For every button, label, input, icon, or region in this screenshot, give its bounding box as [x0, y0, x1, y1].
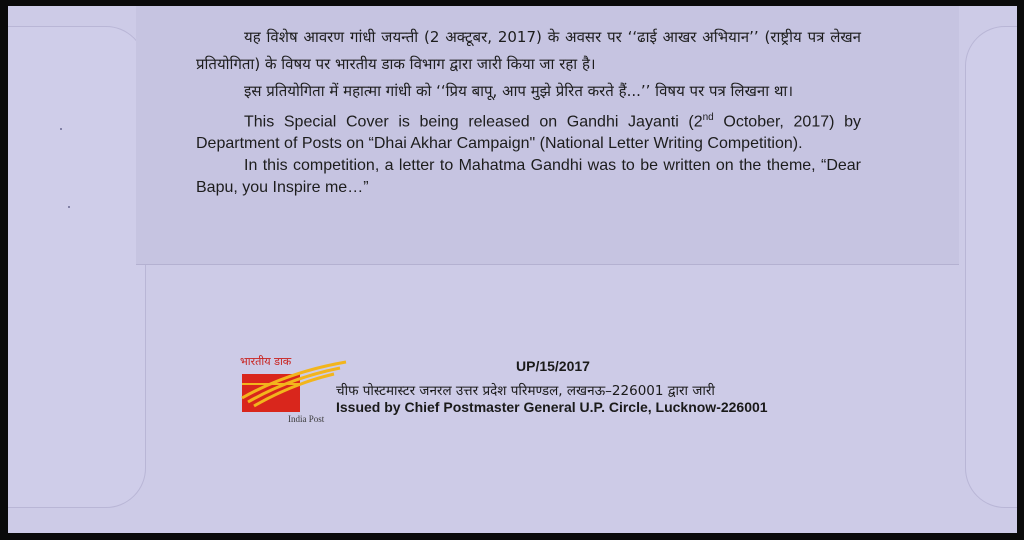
- issuer-english: Issued by Chief Postmaster General U.P. Circle, Lucknow-226001: [336, 399, 768, 415]
- india-post-hindi-wordmark: भारतीय डाक: [240, 355, 292, 368]
- paper-speck: [68, 206, 70, 208]
- india-post-english-wordmark: India Post: [288, 414, 325, 424]
- india-post-logo: [228, 354, 348, 426]
- english-paragraph-2: In this competition, a letter to Mahatma Gandhi was to be written on the theme, “Dear Bapu, you Inspire me…”: [196, 157, 861, 197]
- right-side-flap: [965, 26, 1017, 508]
- issuer-hindi: चीफ पोस्टमास्टर जनरल उत्तर प्रदेश परिमण्डल, लखनऊ–226001 द्वारा जारी: [336, 383, 715, 399]
- ordinal-suffix: nd: [702, 112, 714, 123]
- hindi-paragraph-2: इस प्रतियोगिता में महात्मा गांधी को ‘‘प्रिय बापू, आप मुझे प्रेरित करते हैं...’’ विषय पर पत्र लिखना था।: [244, 82, 793, 100]
- english-p1-end: October, 2017) by Department of Posts on “Dhai Akhar Campaign" (National Letter Writing Competition).: [196, 113, 861, 153]
- cover-description: [196, 24, 861, 199]
- paper-speck: [60, 128, 62, 130]
- issue-number: UP/15/2017: [516, 358, 590, 374]
- left-side-flap: [8, 26, 146, 508]
- english-paragraph-1: [196, 107, 861, 155]
- english-p1-start: This Special Cover is being released on Gandhi Jayanti (2: [244, 113, 703, 131]
- hindi-paragraph-1: यह विशेष आवरण गांधी जयन्ती (2 अक्टूबर, 2017) के अवसर पर ‘‘ढाई आखर अभियान’’ (राष्ट्रीय पत्र लेखन प्रतियोगिता) के विषय पर भारतीय डाक विभाग द्वारा जारी किया जा रहा है।: [196, 28, 861, 73]
